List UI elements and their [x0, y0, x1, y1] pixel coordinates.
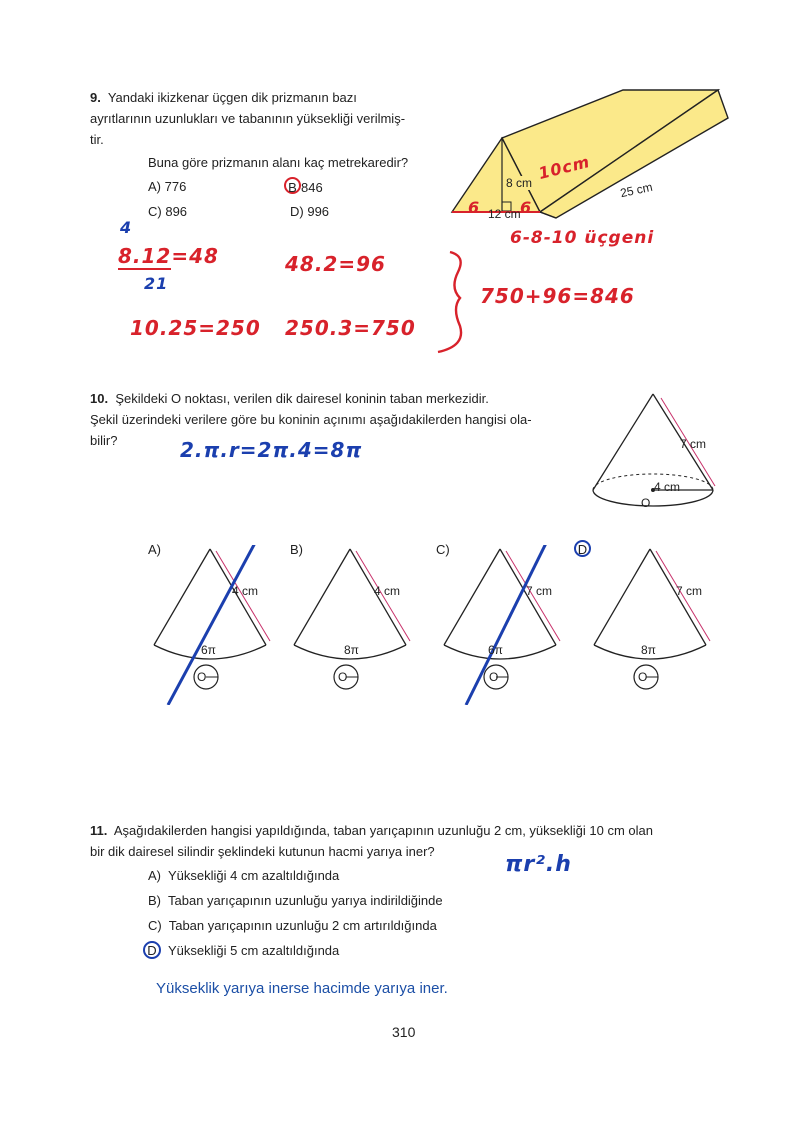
q10-option-d-slant: 7 cm — [676, 584, 703, 598]
q10-option-b-label[interactable]: B) — [290, 542, 303, 557]
q10-option-a-center: O — [197, 670, 207, 684]
q10-option-c-slant: 7 cm — [526, 584, 553, 598]
work-sum: 750+96=846 — [480, 284, 635, 308]
q11-work: πr².h — [505, 852, 572, 877]
prism-left-half: 6 — [468, 198, 481, 217]
q9-option-d[interactable]: D) 996 — [290, 204, 330, 219]
q9-number: 9. — [90, 90, 101, 105]
q9-option-b-circle: B — [284, 177, 301, 194]
q10-option-c-label[interactable]: C) — [436, 542, 450, 557]
prism-base-label: 12 cm — [488, 207, 521, 221]
q10-option-b-arc: 8π — [344, 643, 359, 657]
q10-text: 10. Şekildeki O noktası, verilen dik dairesel koninin taban merkezidir. Şekil üzerindeki verilere göre bu koninin açınımı aşağıdakilerden hangisi ola- bilir? — [90, 391, 532, 448]
prism-height-label: 8 cm — [506, 176, 533, 190]
q11-option-a[interactable]: A) Yüksekliği 4 cm azaltıldığında — [148, 868, 340, 883]
q10-option-c-center: O — [489, 670, 499, 684]
q10-option-d-label[interactable]: D — [574, 540, 591, 557]
q10-option-d-center: O — [638, 670, 648, 684]
q10-option-a-arc: 6π — [201, 643, 216, 657]
q11-number: 11. — [90, 823, 108, 838]
work-top-four: 4 — [120, 218, 133, 237]
q9-line1: Yandaki ikizkenar üçgen dik prizmanın bazı — [107, 90, 357, 105]
q10-option-b-center: O — [338, 670, 348, 684]
q9-line3: tir. — [90, 132, 104, 147]
q9-text — [90, 87, 440, 150]
q10-option-b-slant: 4 cm — [374, 584, 401, 598]
work-line-a: 8.12=48 — [118, 244, 219, 268]
q9-question: Buna göre prizmanın alanı kaç metrekaredir? — [148, 155, 409, 170]
q11-option-d-circle: D — [143, 941, 161, 959]
q10-option-d-figure[interactable] — [588, 545, 718, 705]
q9-line2: ayrıtlarının uzunlukları ve tabanının yüksekliği verilmiş- — [90, 111, 406, 126]
q9-option-c[interactable]: C) 896 — [148, 204, 188, 219]
q10-option-a-label[interactable]: A) — [148, 542, 161, 557]
work-line-c: 10.25=250 — [130, 316, 261, 340]
q10-cone-slant: 7 cm — [680, 437, 707, 451]
q10-option-a-figure[interactable] — [148, 545, 278, 705]
q10-cone-center: O — [641, 496, 651, 510]
triangle-note: 6-8-10 üçgeni — [510, 228, 655, 248]
q10-option-d-arc: 8π — [641, 643, 656, 657]
q10-work: 2.π.r=2π.4=8π — [180, 438, 363, 462]
q11-text: 11. Aşağıdakilerden hangisi yapıldığında, taban yarıçapının uzunluğu 2 cm, yüksekliği 10 cm olan bir dik dairesel silindir şeklindeki kutunun hacmi yarıya iner? — [90, 823, 653, 859]
q10-cone — [585, 390, 725, 520]
work-line-d: 250.3=750 — [285, 316, 416, 340]
q11-option-c[interactable]: C) Taban yarıçapının uzunluğu 2 cm artırıldığında — [148, 918, 437, 933]
q10-option-b-figure[interactable] — [288, 545, 418, 705]
q11-option-b[interactable]: B) Taban yarıçapının uzunluğu yarıya indirildiğinde — [148, 893, 443, 908]
q10-option-a-slant: 4 cm — [232, 584, 259, 598]
q10-number: 10. — [90, 391, 109, 406]
work-line-b: 48.2=96 — [285, 252, 386, 276]
prism-slant-note: 10cm — [536, 151, 592, 184]
q10-cone-radius: 4 cm — [654, 480, 681, 494]
q10-option-c-figure[interactable] — [438, 545, 568, 705]
q9-option-b[interactable]: B 846 — [284, 177, 323, 195]
prism-right-half: 6 — [520, 198, 533, 217]
page-number: 310 — [392, 1024, 416, 1040]
q10-option-c-arc: 6π — [488, 643, 503, 657]
q9-option-a[interactable]: A) 776 — [148, 179, 187, 194]
work-brace — [430, 248, 470, 356]
q11-note: Yükseklik yarıya inerse hacimde yarıya iner. — [156, 980, 448, 997]
work-bottom-21: 21 — [144, 274, 169, 293]
prism-length-label: 25 cm — [618, 179, 654, 201]
q11-option-d[interactable]: D Yüksekliği 5 cm azaltıldığında — [143, 941, 339, 959]
